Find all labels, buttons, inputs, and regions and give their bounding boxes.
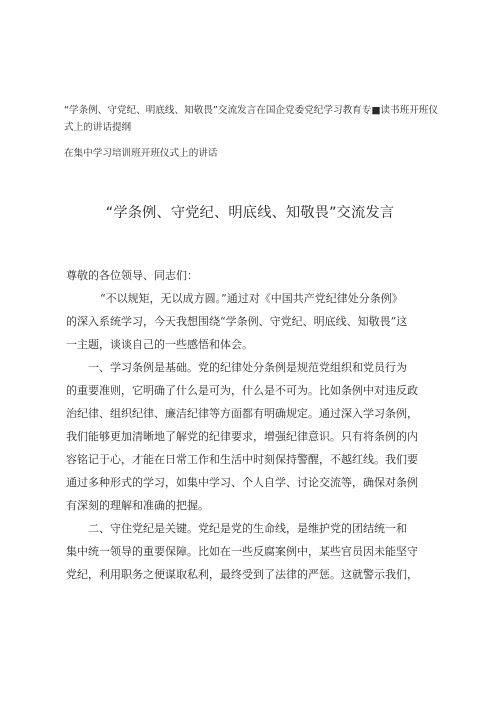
paragraph-line: 二、守住党纪是关键。党纪是党的生命线，是维护党的团结统一和: [88, 522, 407, 535]
header-title-line-1: “学条例、守党纪、明底线、知敬畏”交流发言在国企党委党纪学习教育专■读书班开班仪: [64, 105, 438, 116]
document-title: “学条例、守党纪、明底线、知敬畏”交流发言: [105, 205, 395, 221]
paragraph-line: 容铭记于心，才能在日常工作和生活中时刻保持警醒，不越红线。我们要: [66, 453, 418, 466]
paragraph-line: 我们能够更加清晰地了解党的纪律要求，增强纪律意识。只有将条例的内: [66, 430, 418, 443]
paragraph-line: 一、学习条例是基础。党的纪律处分条例是规范党组织和党员行为: [88, 361, 407, 374]
paragraph-line: 党纪，利用职务之便谋取私利，最终受到了法律的严惩。这就警示我们，: [66, 568, 418, 581]
paragraph-line: 一主题，谈谈自己的一些感悟和体会。: [66, 338, 253, 351]
salutation: 尊敬的各位领导、同志们：: [66, 269, 198, 282]
paragraph-line: 的深入系统学习，今天我想围绕“学条例、守党纪、明底线、知敬畏”这: [66, 315, 408, 328]
paragraph-line: 治纪律、组织纪律、廉洁纪律等方面都有明确规定。通过深入学习条例，: [66, 407, 418, 420]
header-title-line-2: 式上的讲话提纲: [64, 122, 132, 133]
header-subtitle: 在集中学习培训班开班仪式上的讲话: [64, 148, 218, 159]
paragraph-line: 通过多种形式的学习，如集中学习、个人自学、讨论交流等，确保对条例: [66, 476, 418, 489]
paragraph-line: “不以规矩，无以成方圆。”通过对《中国共产党纪律处分条例》: [100, 292, 403, 305]
paragraph-line: 集中统一领导的重要保障。比如在一些反腐案例中，某些官员因未能坚守: [66, 545, 418, 558]
paragraph-line: 的重要准则，它明确了什么是可为，什么是不可为。比如条例中对违反政: [66, 384, 418, 397]
paragraph-line: 有深刻的理解和准确的把握。: [66, 499, 209, 512]
